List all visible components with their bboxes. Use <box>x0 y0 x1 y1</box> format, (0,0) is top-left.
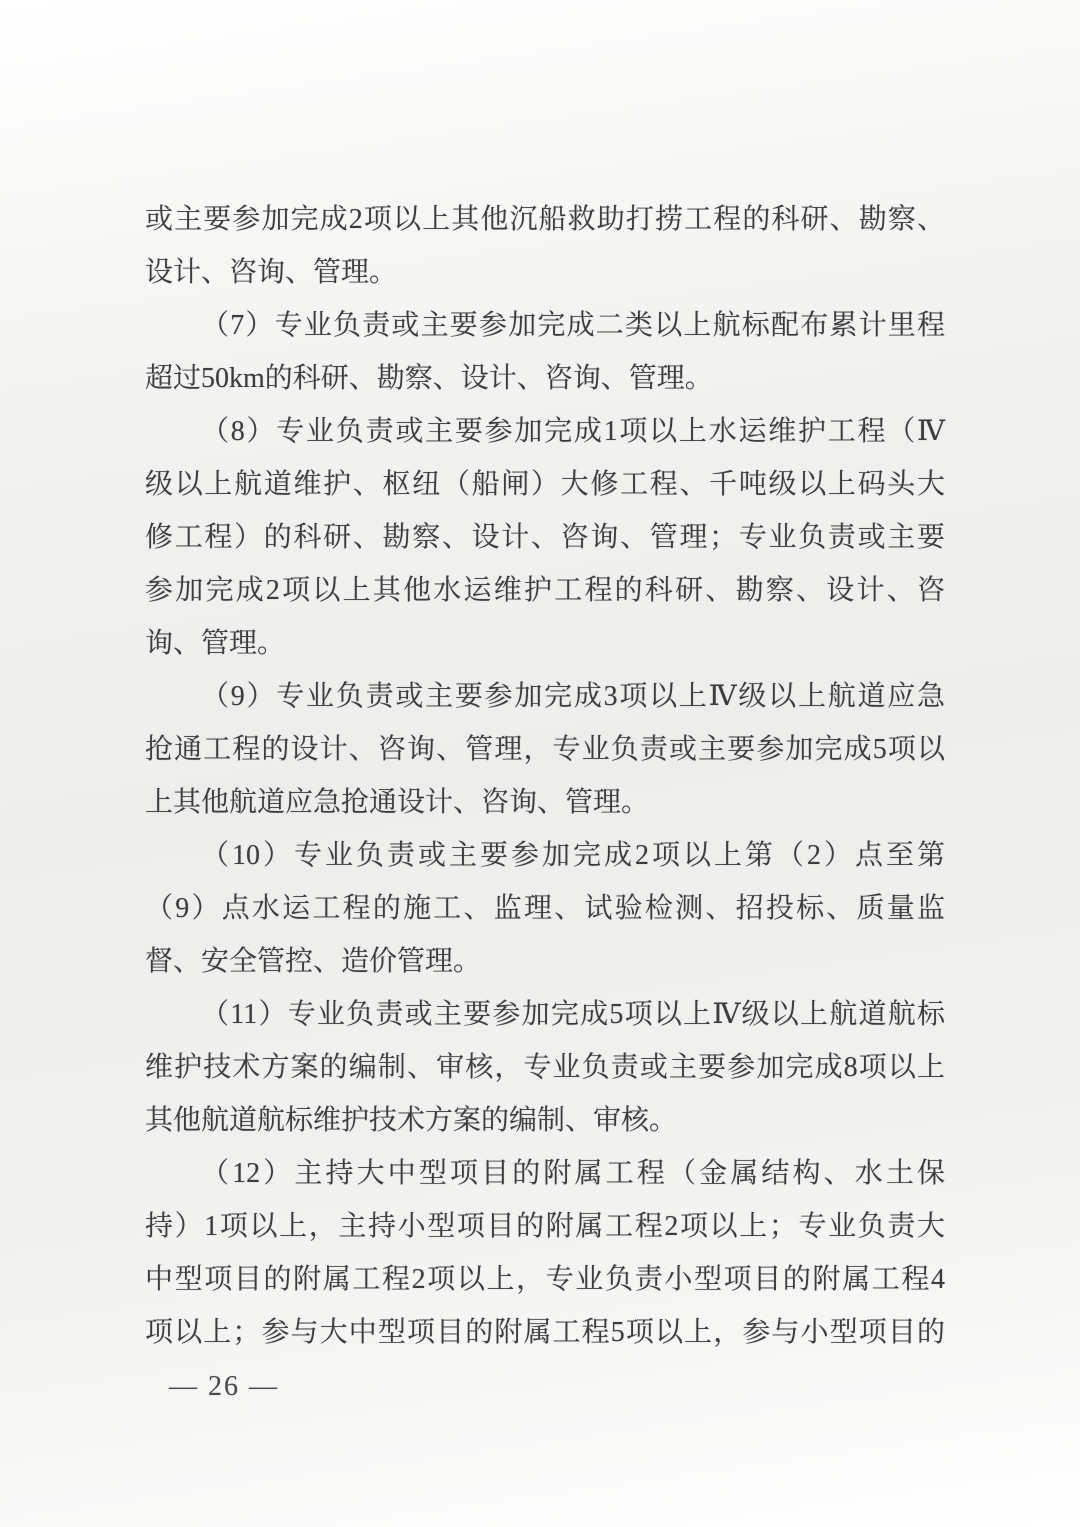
text-line: 修工程）的科研、勘察、设计、咨询、管理；专业负责或主要 <box>145 522 945 553</box>
text-line: 级以上航道维护、枢纽（船闸）大修工程、千吨级以上码头大 <box>145 469 945 500</box>
text-line: （7）专业负责或主要参加完成二类以上航标配布累计里程 <box>201 310 945 341</box>
text-line: （9）点水运工程的施工、监理、试验检测、招投标、质量监 <box>145 893 945 924</box>
text-line: 项以上；参与大中型项目的附属工程5项以上，参与小型项目的 <box>145 1317 945 1348</box>
text-line: 中型项目的附属工程2项以上，专业负责小型项目的附属工程4 <box>145 1264 945 1295</box>
text-line: （8）专业负责或主要参加完成1项以上水运维护工程（Ⅳ <box>201 416 945 447</box>
text-line: 询、管理。 <box>145 628 286 659</box>
text-line: 超过50km的科研、勘察、设计、咨询、管理。 <box>145 363 713 394</box>
text-line: 设计、咨询、管理。 <box>145 257 398 288</box>
text-line: 其他航道航标维护技术方案的编制、审核。 <box>145 1105 678 1136</box>
text-line: 或主要参加完成2项以上其他沉船救助打捞工程的科研、勘察、 <box>145 204 945 235</box>
document-body <box>145 193 945 1359</box>
text-line: 督、安全管控、造价管理。 <box>145 946 482 977</box>
text-line: （11）专业负责或主要参加完成5项以上Ⅳ级以上航道航标 <box>201 999 945 1030</box>
text-line: （12）主持大中型项目的附属工程（金属结构、水土保 <box>201 1158 945 1189</box>
text-line: （10）专业负责或主要参加完成2项以上第（2）点至第 <box>201 840 945 871</box>
text-line: 抢通工程的设计、咨询、管理，专业负责或主要参加完成5项以 <box>145 734 945 765</box>
text-line: 上其他航道应急抢通设计、咨询、管理。 <box>145 787 650 818</box>
page-number: — 26 — <box>169 1371 279 1402</box>
text-line: 持）1项以上，主持小型项目的附属工程2项以上；专业负责大 <box>145 1211 945 1242</box>
text-line: （9）专业负责或主要参加完成3项以上Ⅳ级以上航道应急 <box>201 681 945 712</box>
text-line: 维护技术方案的编制、审核，专业负责或主要参加完成8项以上 <box>145 1052 945 1083</box>
text-line: 参加完成2项以上其他水运维护工程的科研、勘察、设计、咨 <box>145 575 945 606</box>
